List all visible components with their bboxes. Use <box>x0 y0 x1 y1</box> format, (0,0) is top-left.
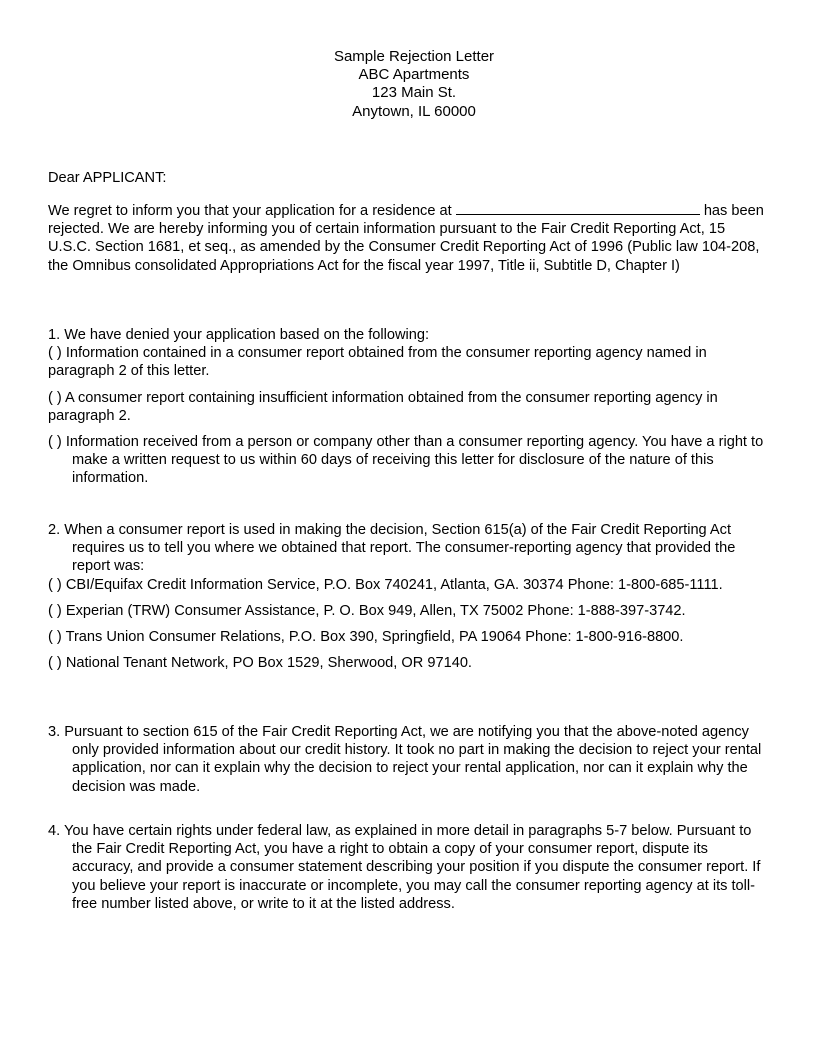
section-2 <box>48 521 768 672</box>
intro-text-start: We regret to inform you that your application for a residence at <box>48 203 456 219</box>
agency-transunion: ( ) Trans Union Consumer Relations, P.O. Box 390, Springfield, PA 19064 Phone: 1-800-916-8800. <box>48 629 684 646</box>
letter-header <box>0 48 816 121</box>
section-1 <box>48 326 768 488</box>
section-1-option-2: ( ) A consumer report containing insufficient information obtained from the consumer reporting agency in paragraph 2. <box>48 389 718 424</box>
company-city: Anytown, IL 60000 <box>352 102 476 120</box>
intro-paragraph <box>48 201 768 275</box>
salutation: Dear APPLICANT: <box>48 170 167 186</box>
section-2-heading: 2. When a consumer report is used in making the decision, Section 615(a) of the Fair Credit Reporting Act requires us to tell you where we obtained that report. The consumer-reporting agency that provided the report was: <box>48 522 736 575</box>
company-name: ABC Apartments <box>358 66 470 84</box>
section-4-text: 4. You have certain rights under federal law, as explained in more detail in paragraphs 5-7 below. Pursuant to the Fair Credit Reporting Act, you have a right to obtain a copy of your consumer report, dispute its accuracy, and provide a consumer statement describing your position if you dispute the consumer report. If you believe your report is inaccurate or incomplete, you may call the consumer reporting agency at its toll-free number listed above, or write to it at the listed address. <box>48 823 761 912</box>
section-3 <box>48 723 768 796</box>
letter-title: Sample Rejection Letter <box>333 48 495 65</box>
section-4 <box>48 822 768 913</box>
agency-experian: ( ) Experian (TRW) Consumer Assistance, P. O. Box 949, Allen, TX 75002 Phone: 1-888-397-3742. <box>48 602 686 619</box>
section-1-heading: 1. We have denied your application based on the following: <box>48 327 430 343</box>
agency-national-tenant-network: ( ) National Tenant Network, PO Box 1529, Sherwood, OR 97140. <box>48 655 472 672</box>
section-3-text: 3. Pursuant to section 615 of the Fair Credit Reporting Act, we are notifying you that the above-noted agency only provided information about our credit history. It took no part in making the decision to reject your rental application, nor can it explain why the decision to reject your rental application, nor can it explain why the decision was made. <box>48 724 762 795</box>
section-1-option-3: ( ) Information received from a person or company other than a consumer reporting agency. You have a right to make a written request to us within 60 days of receiving this letter for disclosure of the nature of this information. <box>48 434 764 487</box>
section-1-option-1: ( ) Information contained in a consumer report obtained from the consumer reporting agency named in paragraph 2 of this letter. <box>48 345 707 380</box>
agency-equifax: ( ) CBI/Equifax Credit Information Service, P.O. Box 740241, Atlanta, GA. 30374 Phone: 1-800-685-1111. <box>48 576 723 593</box>
residence-blank-line <box>456 201 700 215</box>
company-street: 123 Main St. <box>371 84 457 102</box>
intro-text-end: has been rejected. We are hereby informing you of certain information pursuant to the Fair Credit Reporting Act, 15 U.S.C. Section 1681, et seq., as amended by the Consumer Credit Reporting Act of 1996 (Public law 104-208, the Omnibus consolidated Appropriations Act for the fiscal year 1997, Title ii, Subtitle D, Chapter I) <box>48 203 764 274</box>
